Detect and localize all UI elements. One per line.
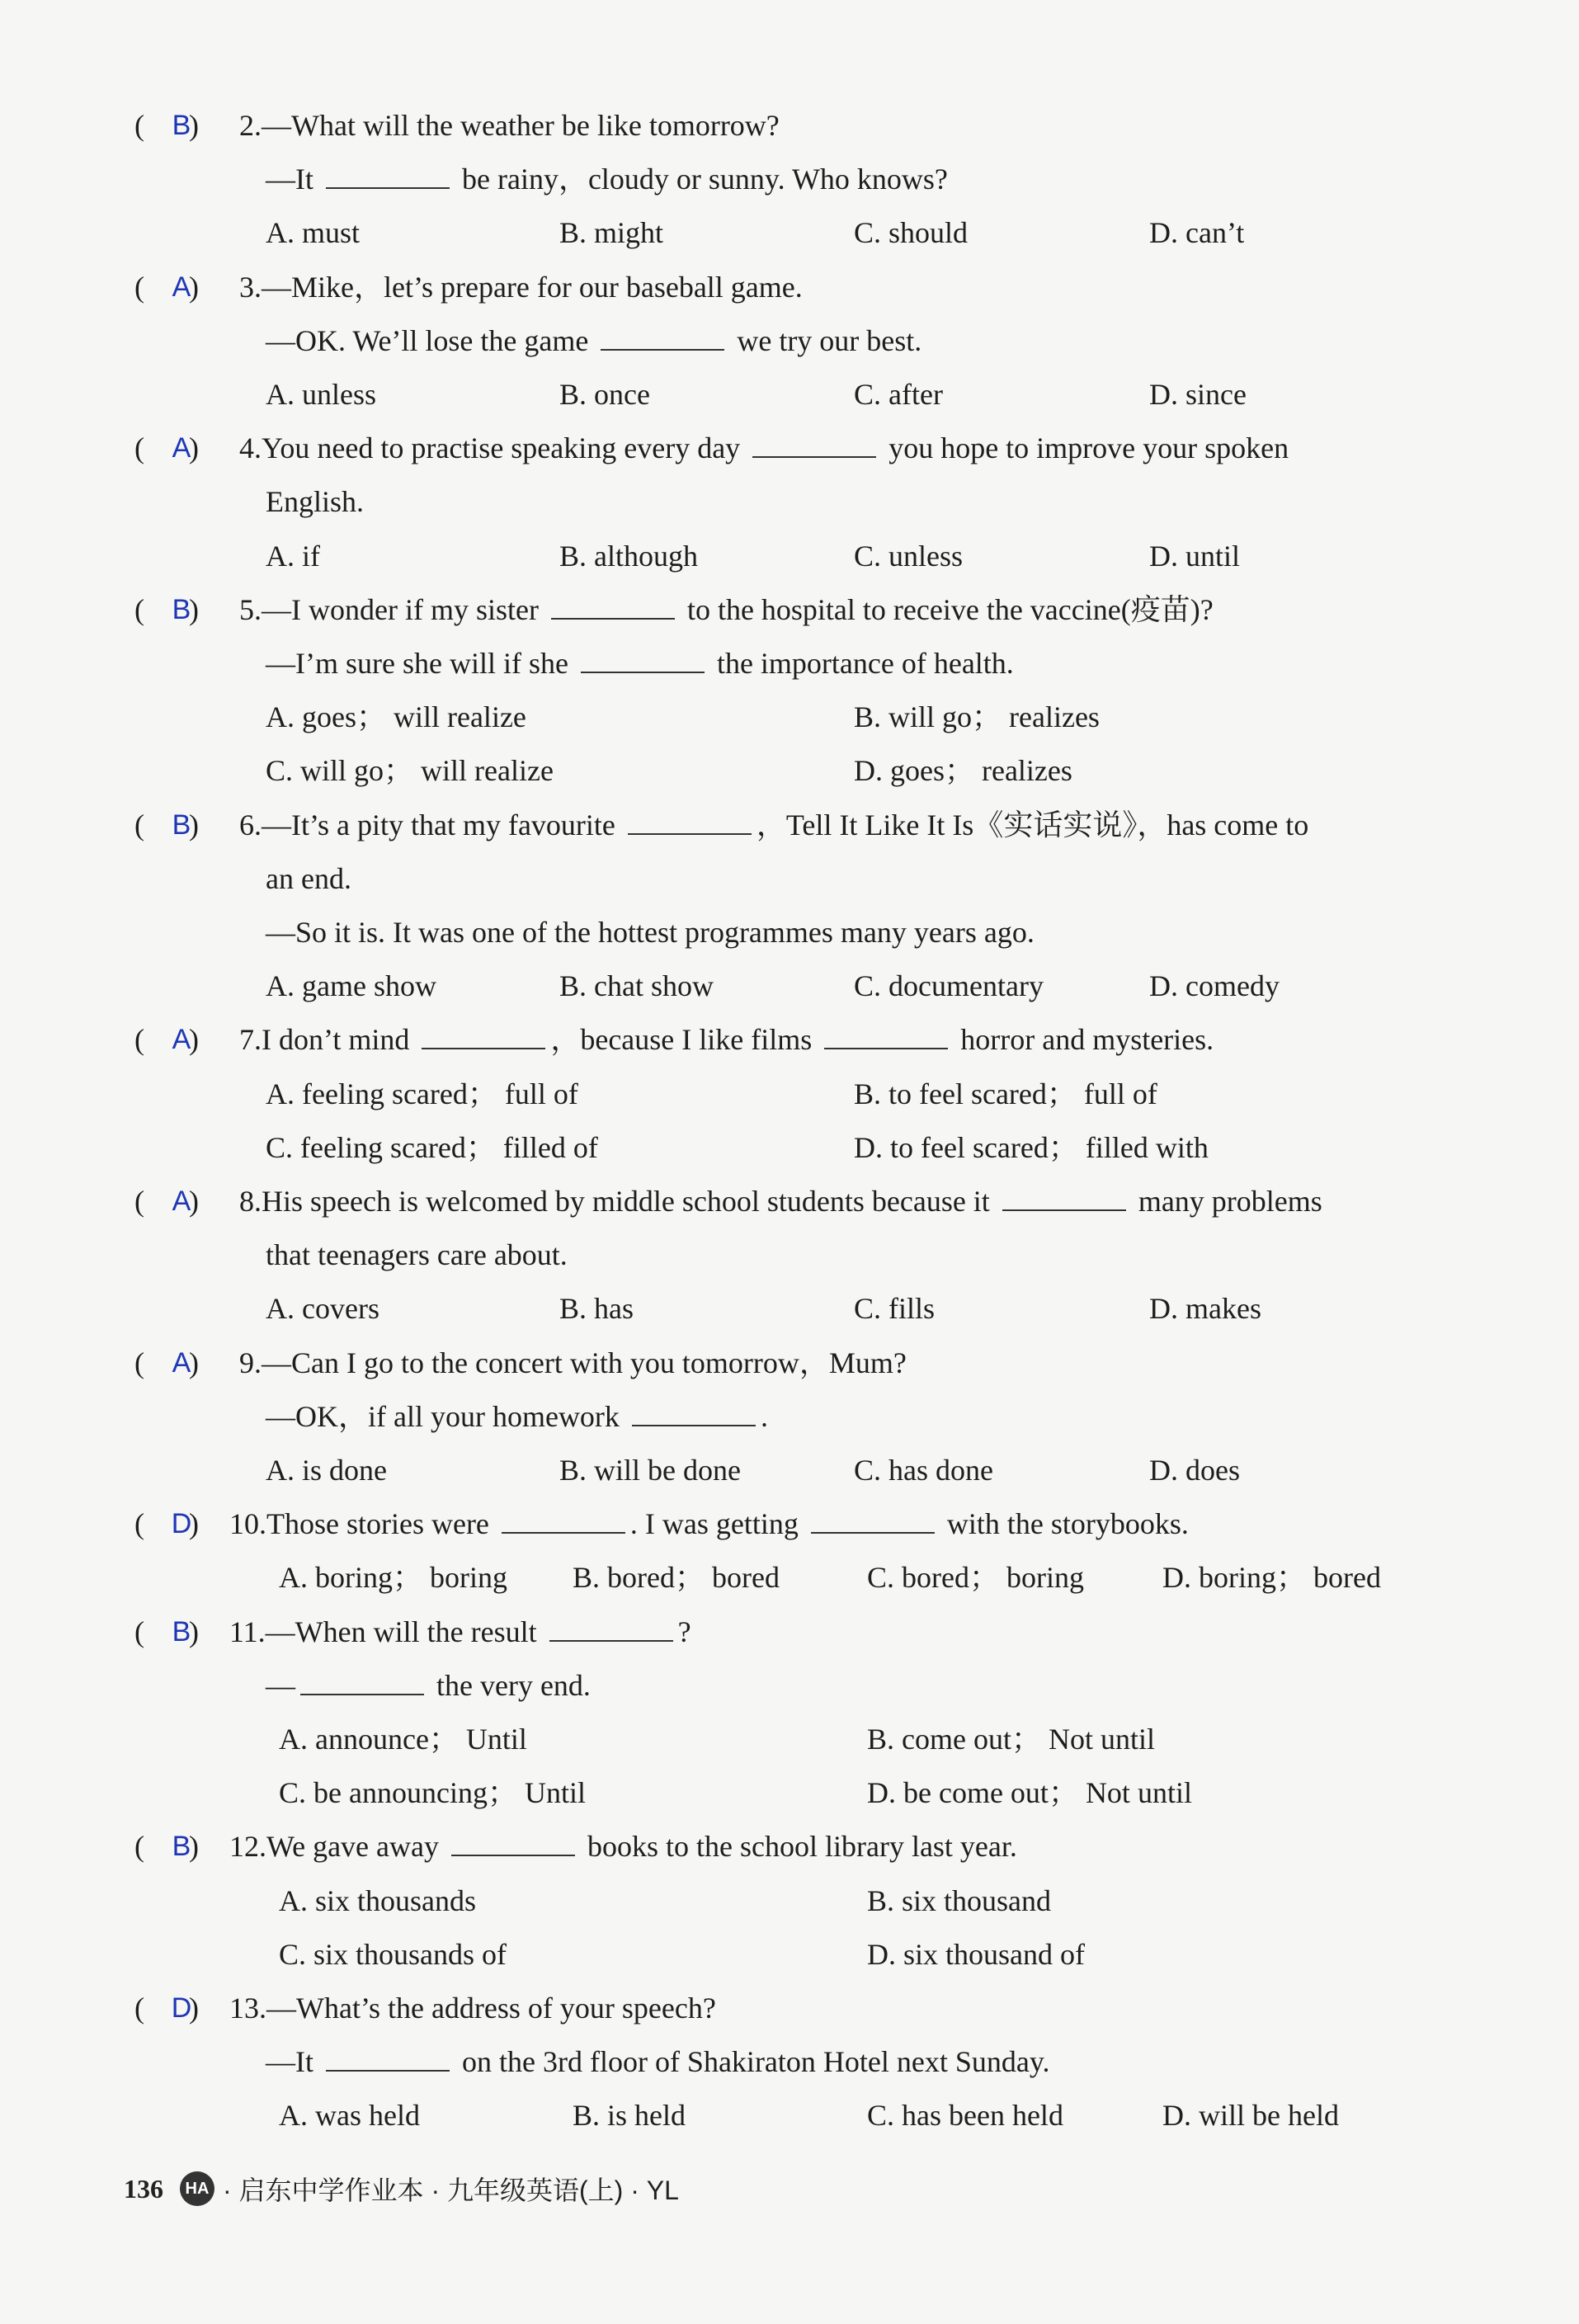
text-segment: horror and mysteries. bbox=[953, 1023, 1214, 1057]
option-C: C. fills bbox=[854, 1292, 936, 1326]
option-D: D. comedy bbox=[1149, 969, 1280, 1003]
text-segment: —Can I go to the concert with you tomorrow，Mum? bbox=[262, 1346, 907, 1379]
question-text bbox=[266, 1398, 768, 1435]
option-A: A. feeling scared； full of bbox=[266, 1077, 578, 1110]
answer-parentheses: ( ) bbox=[134, 1507, 199, 1541]
answer-blank bbox=[549, 1615, 673, 1642]
options-row bbox=[0, 1721, 1579, 1757]
option-A: A. if bbox=[266, 539, 320, 573]
question-text: 2.—What will the weather be like tomorrow? bbox=[239, 109, 780, 142]
question-number: 13 bbox=[229, 1992, 259, 2025]
answer-blank bbox=[632, 1400, 756, 1426]
question-text bbox=[266, 1667, 591, 1704]
answer-blank bbox=[422, 1023, 545, 1049]
question-continuation-line bbox=[0, 1237, 1579, 1273]
text-segment: We gave away bbox=[266, 1830, 446, 1864]
handwritten-answer: A bbox=[172, 1024, 191, 1056]
text-segment: many problems bbox=[1130, 1185, 1322, 1218]
handwritten-answer: A bbox=[172, 1346, 191, 1379]
option-A: A. is done bbox=[266, 1454, 387, 1487]
options-row bbox=[0, 2097, 1579, 2133]
handwritten-answer: B bbox=[172, 593, 191, 625]
question-text bbox=[266, 914, 1035, 950]
option-B: B. although bbox=[559, 539, 698, 573]
question-stem-line bbox=[0, 1614, 1579, 1650]
answer-parentheses: ( ) bbox=[134, 808, 199, 841]
answer-blank bbox=[451, 1830, 575, 1856]
question-number: 12 bbox=[229, 1830, 259, 1864]
option-A: A. covers bbox=[266, 1292, 379, 1326]
handwritten-answer: B bbox=[172, 110, 191, 141]
handwritten-answer: A bbox=[172, 271, 191, 303]
text-segment: . I was getting bbox=[629, 1507, 806, 1541]
text-segment: —OK，if all your homework bbox=[266, 1399, 627, 1433]
question-continuation-line bbox=[0, 914, 1579, 950]
question-stem-line bbox=[0, 107, 1579, 144]
text-segment: on the 3rd floor of Shakiraton Hotel next Sunday. bbox=[455, 2045, 1050, 2079]
handwritten-answer: A bbox=[172, 1186, 191, 1217]
text-segment: you hope to improve your spoken bbox=[881, 431, 1289, 465]
option-A: A. goes； will realize bbox=[266, 700, 526, 734]
option-C: C. bored； boring bbox=[867, 1561, 1084, 1595]
answer-parentheses: ( ) bbox=[134, 1023, 199, 1057]
question-text bbox=[266, 2044, 1050, 2080]
options-row bbox=[0, 1883, 1579, 1919]
answer-parentheses: ( ) bbox=[134, 1992, 199, 2025]
answer-blank bbox=[824, 1023, 948, 1049]
handwritten-answer: B bbox=[172, 1831, 191, 1863]
question-text: 6.—It’s a pity that my favourite ，Tell It Like It Is《实话实说》，has come to bbox=[239, 808, 1309, 841]
option-D: D. be come out； Not until bbox=[867, 1776, 1192, 1810]
options-row bbox=[0, 1076, 1579, 1112]
text-segment: an end. bbox=[266, 861, 351, 895]
options-row bbox=[0, 376, 1579, 412]
option-B: B. come out； Not until bbox=[867, 1723, 1155, 1756]
answer-blank bbox=[811, 1507, 935, 1534]
answer-blank bbox=[326, 163, 450, 189]
text-segment: —Mike，let’s prepare for our baseball game. bbox=[262, 270, 803, 304]
text-segment: —What will the weather be like tomorrow? bbox=[262, 109, 780, 142]
handwritten-answer: A bbox=[172, 432, 191, 464]
options-row bbox=[0, 1559, 1579, 1596]
text-segment: —It bbox=[266, 163, 321, 196]
options-row bbox=[0, 1936, 1579, 1973]
options-row bbox=[0, 538, 1579, 574]
option-A: A. was held bbox=[279, 2099, 420, 2133]
question-number: 9 bbox=[239, 1346, 254, 1379]
question-stem-line bbox=[0, 1990, 1579, 2026]
options-row bbox=[0, 699, 1579, 735]
answer-parentheses: ( ) bbox=[134, 1830, 199, 1864]
option-D: D. can’t bbox=[1149, 216, 1245, 250]
question-number: 4 bbox=[239, 431, 254, 465]
text-segment: —What’s the address of your speech? bbox=[266, 1992, 716, 2025]
page-number: 136 bbox=[124, 2173, 163, 2204]
question-continuation-line bbox=[0, 323, 1579, 359]
options-row bbox=[0, 1775, 1579, 1811]
page-footer bbox=[124, 2170, 679, 2208]
text-segment: ，because I like films bbox=[550, 1023, 820, 1057]
option-B: B. is held bbox=[573, 2099, 686, 2133]
question-number: 8 bbox=[239, 1185, 254, 1218]
option-B: B. bored； bored bbox=[573, 1561, 780, 1595]
text-segment: ? bbox=[677, 1615, 691, 1648]
question-text: 13.—What’s the address of your speech? bbox=[229, 1992, 716, 2025]
option-B: B. to feel scared； full of bbox=[854, 1077, 1157, 1110]
answer-parentheses: ( ) bbox=[134, 1615, 199, 1648]
answer-parentheses: ( ) bbox=[134, 109, 199, 142]
question-text: 10.Those stories were . I was getting with the storybooks. bbox=[229, 1507, 1189, 1541]
text-segment: with the storybooks. bbox=[939, 1507, 1189, 1541]
option-C: C. documentary bbox=[854, 969, 1044, 1003]
question-continuation-line bbox=[0, 645, 1579, 681]
text-segment: ，Tell It Like It Is《实话实说》，has come to bbox=[756, 808, 1309, 841]
answer-blank bbox=[628, 808, 752, 835]
question-text: 9.—Can I go to the concert with you tomorrow，Mum? bbox=[239, 1346, 907, 1379]
publisher-badge: HA bbox=[180, 2171, 214, 2206]
option-A: A. unless bbox=[266, 378, 376, 411]
answer-parentheses: ( ) bbox=[134, 1185, 199, 1218]
answer-blank bbox=[300, 1669, 424, 1695]
option-D: D. since bbox=[1149, 378, 1247, 411]
handwritten-answer: D bbox=[171, 1508, 192, 1540]
text-segment: English. bbox=[266, 485, 365, 519]
question-text: 7.I don’t mind ，because I like films horror and mysteries. bbox=[239, 1023, 1214, 1057]
option-D: D. does bbox=[1149, 1454, 1240, 1487]
text-segment: I don’t mind bbox=[262, 1023, 417, 1057]
answer-blank bbox=[326, 2045, 450, 2072]
option-A: A. announce； Until bbox=[279, 1723, 527, 1756]
option-B: B. will go； realizes bbox=[854, 700, 1100, 734]
options-row bbox=[0, 752, 1579, 789]
option-C: C. be announcing； Until bbox=[279, 1776, 586, 1810]
question-stem-line bbox=[0, 1183, 1579, 1219]
book-title: · 启东中学作业本 · 九年级英语(上) · YL bbox=[223, 2176, 679, 2205]
text-segment: —OK. We’ll lose the game bbox=[266, 323, 596, 357]
text-segment: His speech is welcomed by middle school students because it bbox=[262, 1185, 997, 1218]
text-segment: that teenagers care about. bbox=[266, 1238, 568, 1272]
answer-blank bbox=[752, 431, 876, 458]
answer-blank bbox=[1002, 1185, 1126, 1211]
option-D: D. boring； bored bbox=[1162, 1561, 1381, 1595]
option-D: D. goes； realizes bbox=[854, 754, 1072, 788]
question-text: 8.His speech is welcomed by middle school students because it many problems bbox=[239, 1185, 1322, 1218]
options-row bbox=[0, 968, 1579, 1004]
question-stem-line bbox=[0, 592, 1579, 628]
text-segment: You need to practise speaking every day bbox=[262, 431, 748, 465]
text-segment: —I wonder if my sister bbox=[262, 592, 546, 626]
option-D: D. until bbox=[1149, 539, 1241, 573]
answer-blank bbox=[551, 593, 675, 620]
option-B: B. has bbox=[559, 1292, 634, 1326]
question-stem-line bbox=[0, 1021, 1579, 1058]
text-segment: —I’m sure she will if she bbox=[266, 647, 576, 680]
question-continuation-line bbox=[0, 1398, 1579, 1435]
option-C: C. unless bbox=[854, 539, 964, 573]
question-continuation-line bbox=[0, 2044, 1579, 2080]
question-text bbox=[266, 161, 948, 197]
option-A: A. six thousands bbox=[279, 1883, 477, 1917]
option-C: C. has been held bbox=[867, 2099, 1063, 2133]
question-continuation-line bbox=[0, 161, 1579, 197]
option-C: C. after bbox=[854, 378, 943, 411]
handwritten-answer: B bbox=[172, 808, 191, 841]
options-row bbox=[0, 1290, 1579, 1327]
answer-parentheses: ( ) bbox=[134, 270, 199, 304]
answer-parentheses: ( ) bbox=[134, 431, 199, 465]
question-continuation-line bbox=[0, 483, 1579, 520]
text-segment: the very end. bbox=[429, 1668, 591, 1702]
question-continuation-line bbox=[0, 860, 1579, 897]
answer-blank bbox=[502, 1507, 625, 1534]
question-number: 6 bbox=[239, 808, 254, 841]
option-C: C. will go； will realize bbox=[266, 754, 554, 788]
option-A: A. boring； boring bbox=[279, 1561, 507, 1595]
option-D: D. makes bbox=[1149, 1292, 1261, 1326]
answer-blank bbox=[601, 324, 724, 351]
option-D: D. to feel scared； filled with bbox=[854, 1130, 1209, 1164]
question-text: 3.—Mike，let’s prepare for our baseball game. bbox=[239, 270, 803, 304]
option-C: C. should bbox=[854, 216, 969, 250]
text-segment: books to the school library last year. bbox=[580, 1830, 1017, 1864]
text-segment: —When will the result bbox=[265, 1615, 544, 1648]
question-text: 11.—When will the result ? bbox=[229, 1615, 691, 1648]
text-segment: be rainy，cloudy or sunny. Who knows? bbox=[455, 163, 948, 196]
option-B: B. will be done bbox=[559, 1454, 741, 1487]
question-number: 5 bbox=[239, 592, 254, 626]
question-text: 5.—I wonder if my sister to the hospital to receive the vaccine(疫苗)? bbox=[239, 592, 1214, 626]
option-D: D. six thousand of bbox=[867, 1937, 1085, 1971]
question-text bbox=[266, 860, 351, 897]
text-segment: . bbox=[760, 1399, 768, 1433]
question-stem-line bbox=[0, 1828, 1579, 1864]
question-stem-line bbox=[0, 430, 1579, 466]
option-A: A. must bbox=[266, 216, 361, 250]
text-segment: Those stories were bbox=[266, 1507, 497, 1541]
handwritten-answer: D bbox=[171, 1992, 192, 2024]
question-text bbox=[266, 483, 364, 520]
question-number: 3 bbox=[239, 270, 254, 304]
question-stem-line bbox=[0, 269, 1579, 305]
text-segment: —So it is. It was one of the hottest programmes many years ago. bbox=[266, 916, 1035, 949]
question-number: 11 bbox=[229, 1615, 258, 1648]
options-row bbox=[0, 1452, 1579, 1488]
text-segment: the importance of health. bbox=[709, 647, 1014, 680]
option-B: B. once bbox=[559, 378, 650, 411]
option-C: C. six thousands of bbox=[279, 1937, 507, 1971]
answer-parentheses: ( ) bbox=[134, 592, 199, 626]
options-row bbox=[0, 1129, 1579, 1166]
option-B: B. chat show bbox=[559, 969, 714, 1003]
question-text bbox=[266, 323, 921, 359]
option-D: D. will be held bbox=[1162, 2099, 1339, 2133]
text-segment: to the hospital to receive the vaccine(疫苗)? bbox=[679, 592, 1214, 626]
text-segment: —It bbox=[266, 2045, 321, 2079]
question-text: 12.We gave away books to the school library last year. bbox=[229, 1830, 1017, 1864]
question-stem-line bbox=[0, 1506, 1579, 1542]
text-segment: —It’s a pity that my favourite bbox=[262, 808, 623, 841]
options-row bbox=[0, 214, 1579, 251]
question-number: 2 bbox=[239, 109, 254, 142]
answer-blank bbox=[581, 647, 705, 673]
text-segment: — bbox=[266, 1668, 295, 1702]
handwritten-answer: B bbox=[172, 1615, 191, 1648]
option-C: C. has done bbox=[854, 1454, 993, 1487]
option-C: C. feeling scared； filled of bbox=[266, 1130, 598, 1164]
question-continuation-line bbox=[0, 1667, 1579, 1704]
question-text bbox=[266, 645, 1014, 681]
question-text: 4.You need to practise speaking every day you hope to improve your spoken bbox=[239, 431, 1289, 465]
question-text bbox=[266, 1237, 568, 1273]
text-segment: we try our best. bbox=[729, 323, 922, 357]
question-stem-line bbox=[0, 1345, 1579, 1381]
option-B: B. might bbox=[559, 216, 664, 250]
question-number: 7 bbox=[239, 1023, 254, 1057]
option-A: A. game show bbox=[266, 969, 436, 1003]
question-number: 10 bbox=[229, 1507, 259, 1541]
question-stem-line bbox=[0, 807, 1579, 843]
option-B: B. six thousand bbox=[867, 1883, 1052, 1917]
answer-parentheses: ( ) bbox=[134, 1346, 199, 1379]
